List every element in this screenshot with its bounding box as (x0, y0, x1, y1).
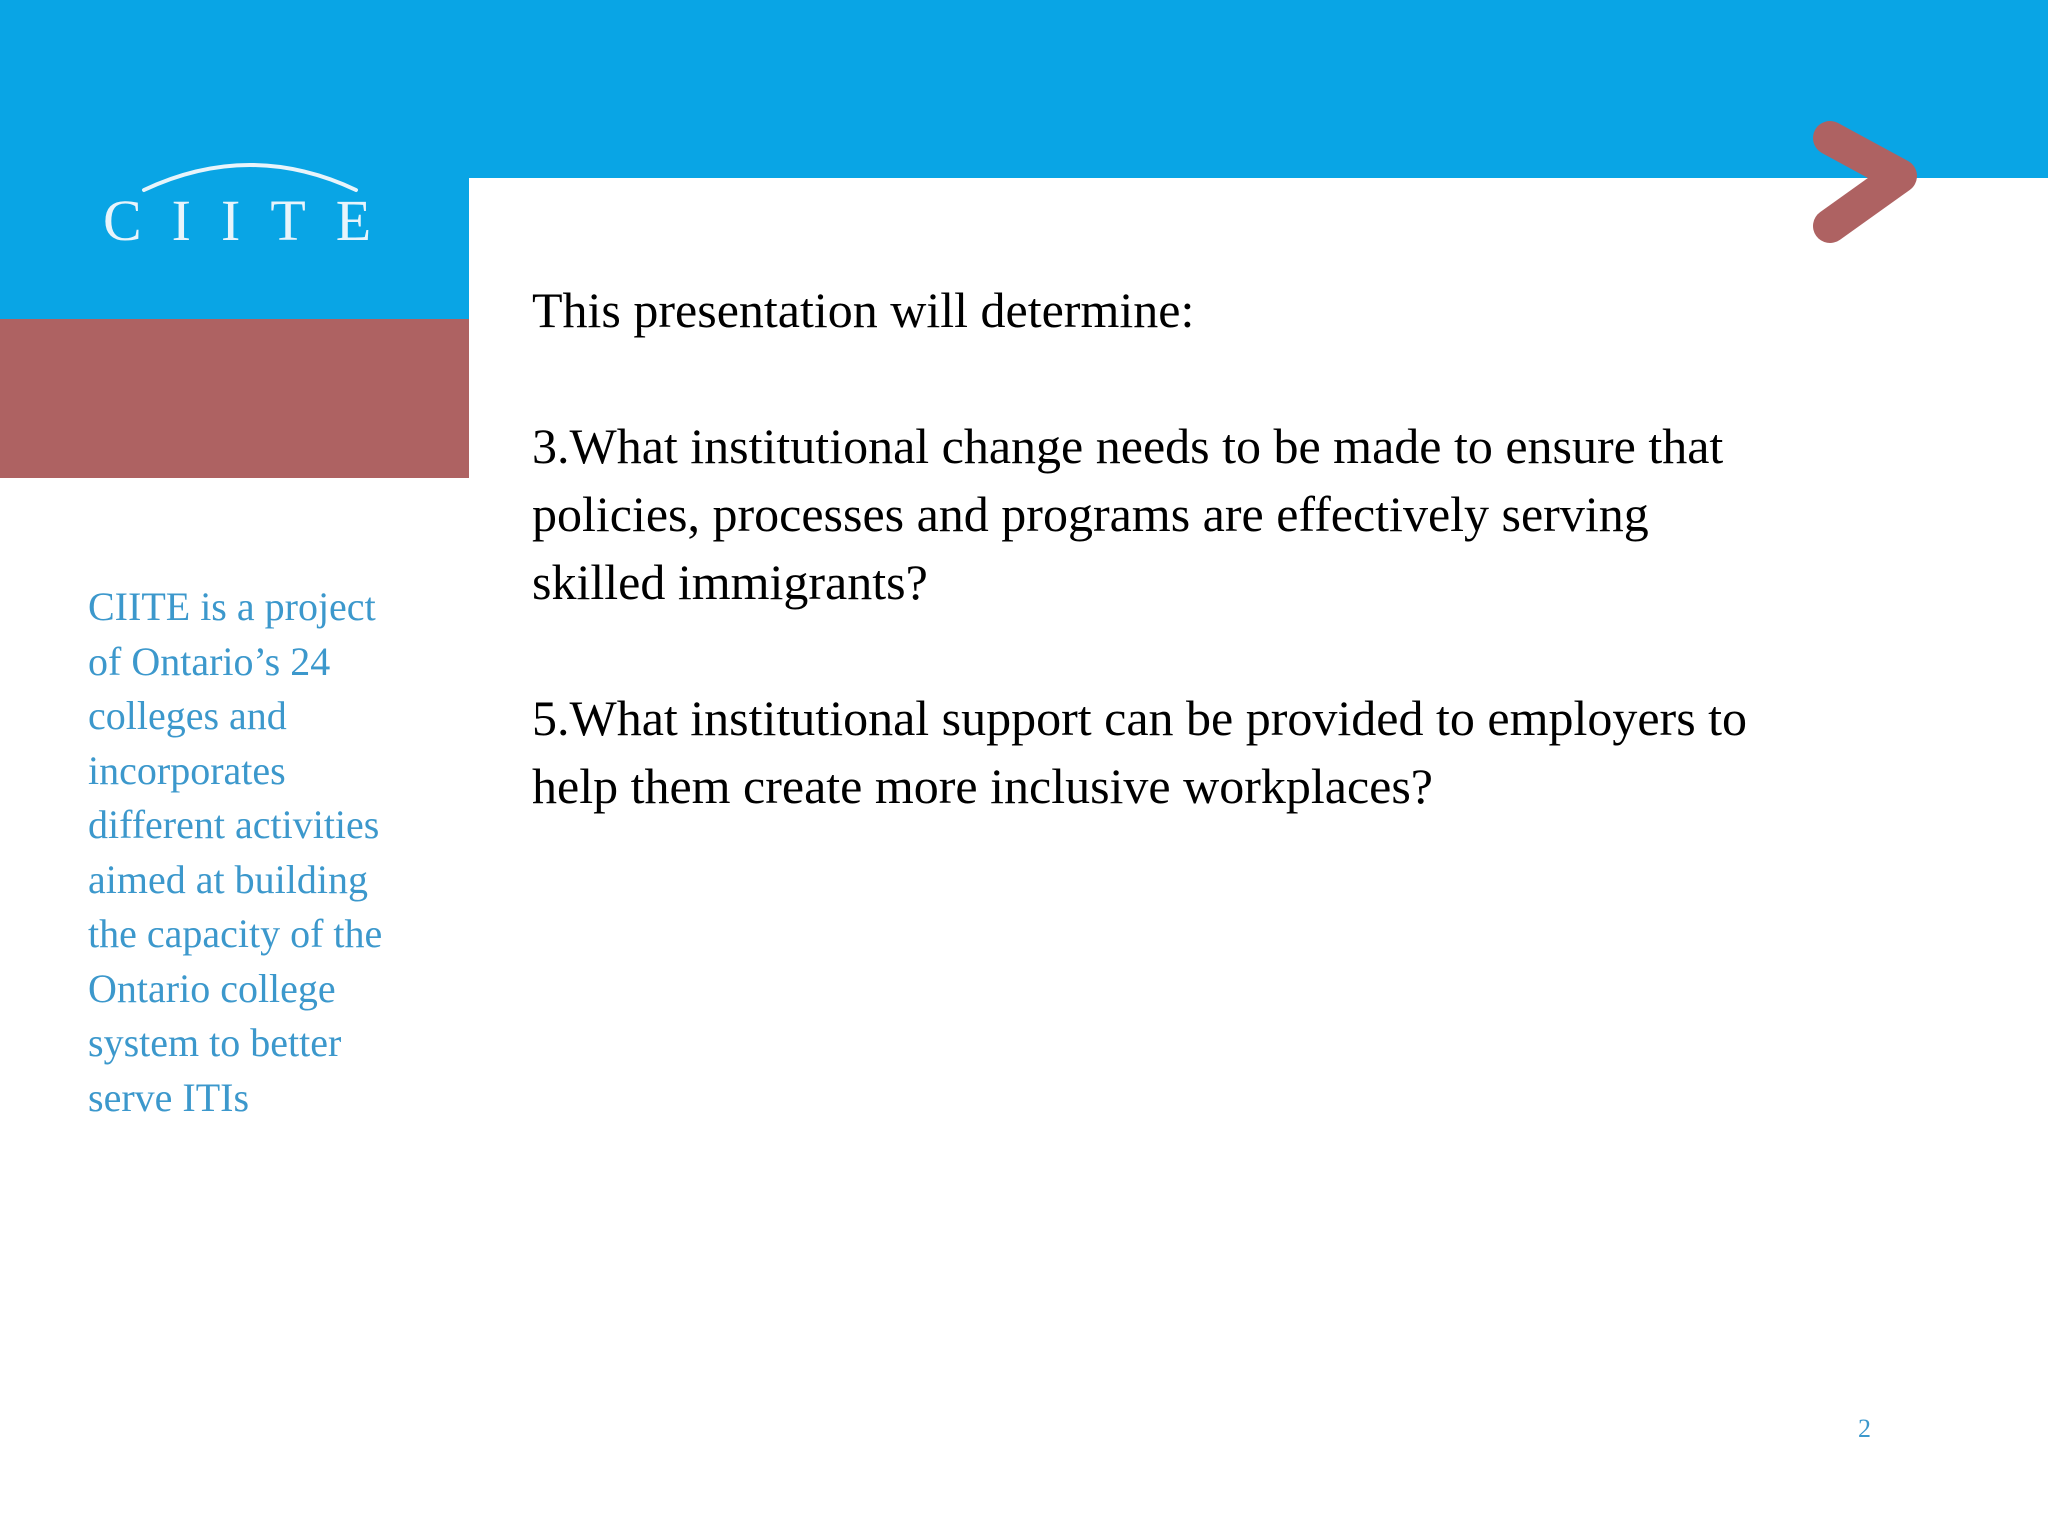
sidebar-line: serve ITIs (88, 1074, 250, 1120)
sidebar-line: system to better (88, 1020, 342, 1065)
page-number: 2 (1858, 1414, 1871, 1443)
question-line: 3.What institutional change needs to be made to ensure that (532, 418, 1724, 474)
sidebar-line: the capacity of the (88, 911, 383, 956)
sidebar-line: incorporates (88, 747, 286, 793)
accent-block (0, 319, 469, 478)
chevron-right-icon (1808, 120, 1926, 244)
sidebar-line: Ontario college (88, 965, 336, 1011)
question-item (532, 684, 1992, 820)
question-line: skilled immigrants? (532, 554, 928, 610)
sidebar-line: aimed at building (88, 856, 368, 902)
spacer (532, 616, 1992, 684)
sidebar-line: different activities (88, 802, 380, 847)
sidebar-line: CIITE is a project (88, 584, 376, 629)
sidebar-description (88, 580, 438, 1125)
logo-text: CIITE (103, 188, 402, 253)
question-item (532, 412, 1992, 616)
main-content (532, 276, 1992, 820)
intro-heading: This presentation will determine: (532, 282, 1195, 338)
question-line: 5.What institutional support can be provided to employers to (532, 690, 1748, 746)
sidebar-line: of Ontario’s 24 (88, 638, 331, 684)
spacer (532, 344, 1992, 412)
question-line: help them create more inclusive workplaces? (532, 758, 1434, 814)
sidebar-line: colleges and (88, 693, 287, 738)
question-line: policies, processes and programs are effectively serving (532, 486, 1649, 542)
